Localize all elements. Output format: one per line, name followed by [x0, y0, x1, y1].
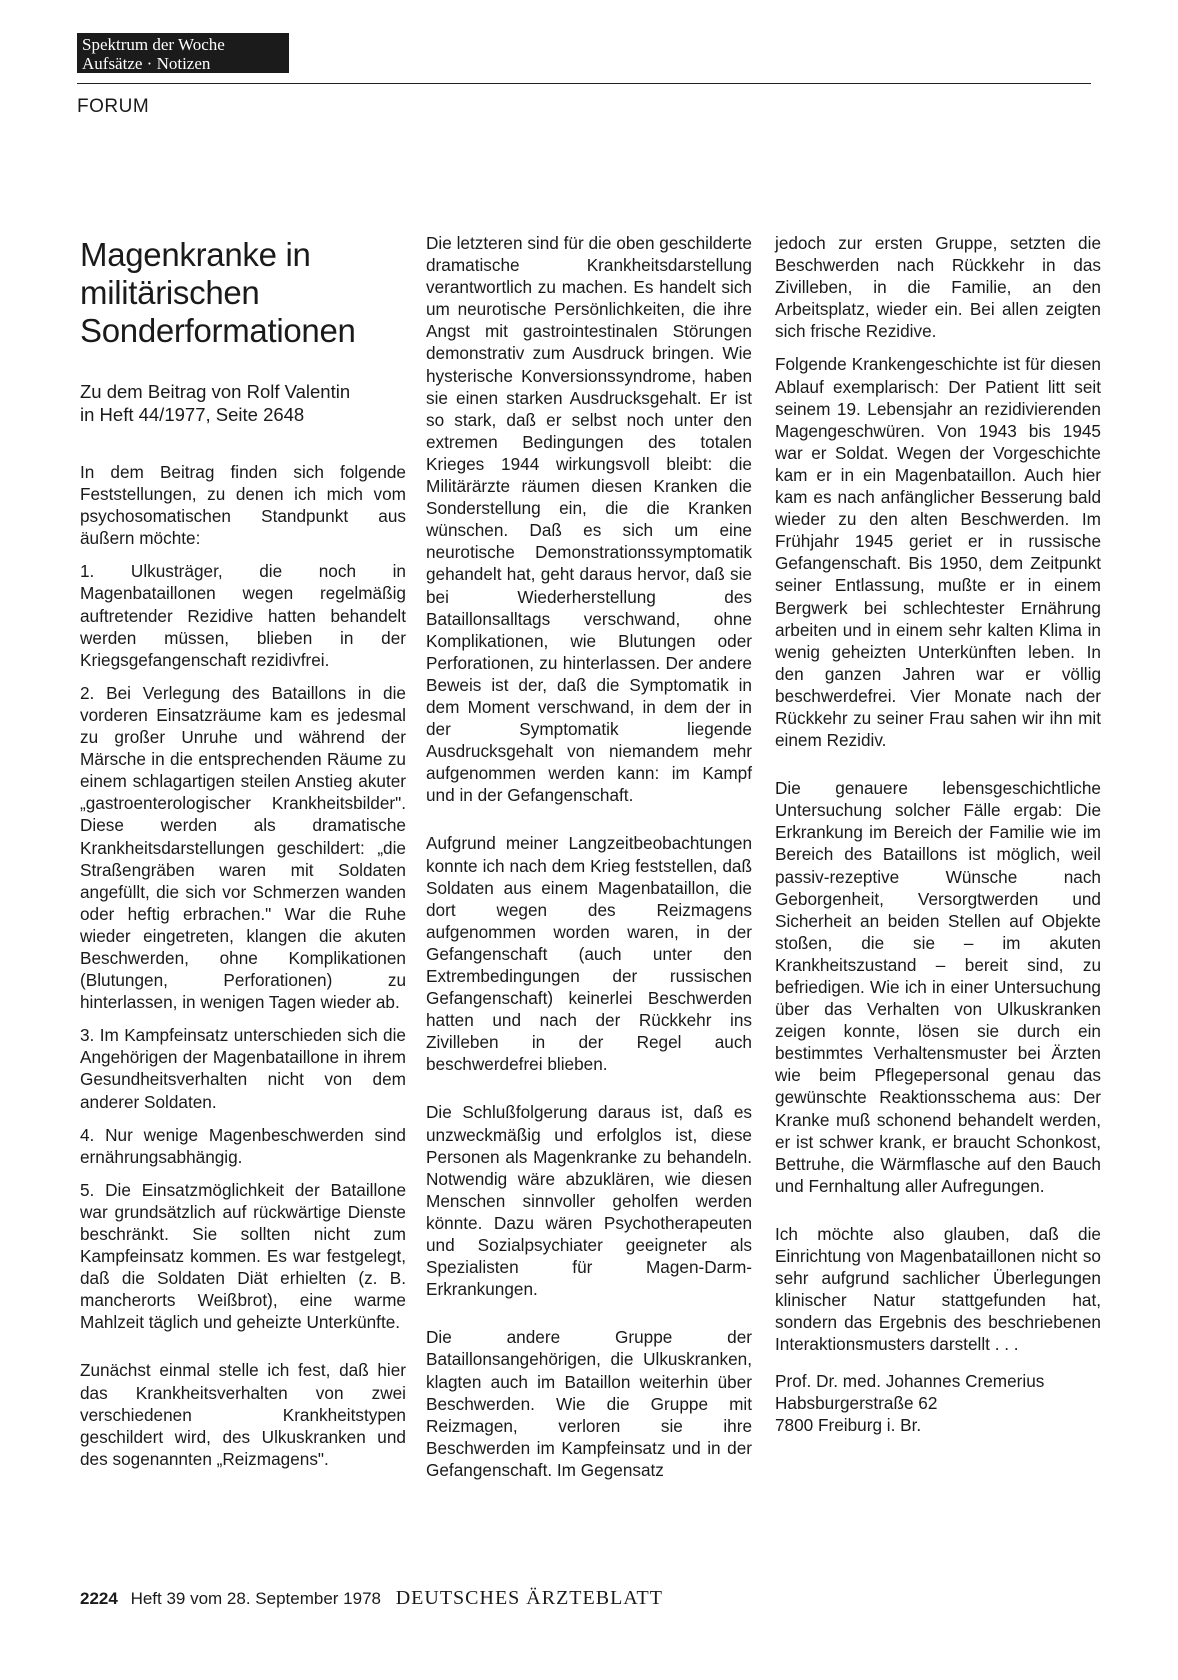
paragraph: Die letzteren sind für die oben geschilderte dramatische Krankheitsdarstellung verantwortlich zu machen. Es handelt sich um neurotische Persönlichkeiten, die ihre Angst mit gastrointestinalen Störungen demonstrativ zum Ausdruck bringen. Wie hysterische Konversionssyndrome, haben sie einen starken Ausdrucksgehalt. Er ist so stark, daß er selbst noch unter den extremen Bedingungen des totalen Krieges 1944 wirkungsvoll bleibt: die Militärärzte räumen diesen Kranken die Sonderstellung ein, die die Kranken wünschen. Daß es sich um eine neurotische Demonstrationssymptomatik gehandelt hat, geht daraus hervor, daß sie bei Wiederherstellung des Bataillonsalltags verschwand, ohne Komplikationen, wie Blutungen oder Perforationen, zu hinterlassen. Der andere Beweis ist der, daß die Symptomatik in dem Moment verschwand, in dem der in der Symptomatik liegende Ausdrucksgehalt von niemandem mehr aufgenommen werden kann: im Kampf und in der Gefangenschaft.: [426, 233, 752, 806]
list-item-5: 5. Die Einsatzmöglichkeit der Bataillone war grundsätzlich auf rückwärtige Dienste beschränkt. Sie sollten nicht zum Kampfeinsatz kommen. Es war festgelegt, daß die Soldaten Diät erhielten (z. B. mancherorts Weißbrot), eine warme Mahlzeit täglich und geheizte Unterkünfte.: [80, 1179, 406, 1333]
paragraph: Aufgrund meiner Langzeitbeobachtungen konnte ich nach dem Krieg feststellen, daß Soldaten aus einem Magenbataillon, die dort wegen des Reizmagens aufgenommen worden waren, in der Gefangenschaft (auch unter den Extrembedingungen der russischen Gefangenschaft) keinerlei Beschwerden hatten und nach der Rückkehr ins Zivilleben in der Regel auch beschwerdefrei blieben.: [426, 833, 752, 1075]
paragraph: Die Schlußfolgerung daraus ist, daß es unzweckmäßig und erfolglos ist, diese Personen als Magenkranke zu behandeln. Notwendig wäre abzuklären, wie diesen Menschen sinnvoller geholfen werden könnte. Dazu wären Psychotherapeuten und Sozialpsychiater geeigneter als Spezialisten für Magen-Darm-Erkrankungen.: [426, 1102, 752, 1300]
article-column-3: [775, 232, 1101, 1436]
paragraph: In dem Beitrag finden sich folgende Feststellungen, zu denen ich mich vom psychosomatischen Standpunkt aus äußern möchte:: [80, 462, 406, 549]
paragraph: Zunächst einmal stelle ich fest, daß hier das Krankheitsverhalten von zwei verschiedenen Krankheitstypen geschildert wird, des Ulkuskranken und des sogenannten „Reizmagens".: [80, 1360, 406, 1469]
case-history-paragraph: Folgende Krankengeschichte ist für diesen Ablauf exemplarisch: Der Patient litt seit seinem 19. Lebensjahr an rezidivierenden Magengeschwüren. Von 1943 bis 1945 war er Soldat. Wegen der Vorgeschichte kam er in ein Magenbataillon. Auch hier kam es nach anfänglicher Besserung bald wieder zu den alten Beschwerden. Im Frühjahr 1945 geriet er in russische Gefangenschaft. Bis 1950, dem Zeitpunkt seiner Entlassung, mußte er in einem Bergwerk bei schlechtester Ernährung arbeiten und in einem sehr kalten Klima in wenig geheizten Unterkünften leben. In den ganzen Jahren war er völlig beschwerdefrei. Vier Monate nach der Rückkehr zu seiner Frau sahen wir ihn mit einem Rezidiv.: [775, 354, 1101, 751]
subtitle-line-2: in Heft 44/1977, Seite 2648: [80, 404, 305, 425]
page-number: 2224: [80, 1589, 118, 1608]
section-badge: [77, 33, 289, 73]
paragraph: jedoch zur ersten Gruppe, setzten die Beschwerden nach Rückkehr in das Zivilleben, in die Familie, an den Arbeitsplatz, wieder ein. Bei allen zeigten sich frische Rezidive.: [775, 233, 1101, 342]
author-signature: [775, 1370, 1101, 1436]
subtitle-line-1: Zu dem Beitrag von Rolf Valentin: [80, 381, 351, 402]
article-column-1: [80, 236, 406, 1481]
badge-line-1: Spektrum der Woche: [82, 35, 225, 54]
list-item-3: 3. Im Kampfeinsatz unterschieden sich die Angehörigen der Magenbataillone in ihrem Gesundheitsverhalten nicht von dem anderer Soldaten.: [80, 1025, 406, 1112]
article-column-2: [426, 232, 752, 1492]
list-item-2: 2. Bei Verlegung des Bataillons in die vorderen Einsatzräume kam es jedesmal zu großer Unruhe und während der Märsche in die entsprechenden Räume zu einem schlagartigen steilen Anstieg akuter „gastroenterologischer Krankheitsbilder". Diese werden als dramatische Krankheitsdarstellungen geschildert: „die Straßengräben waren mit Soldaten angefüllt, die sich vor Schmerzen wanden oder heftig erbrachen." War die Ruhe wieder eingetreten, klangen die akuten Beschwerden, ohne Komplikationen (Blutungen, Perforationen) zu hinterlassen, in wenigen Tagen wieder ab.: [80, 682, 406, 1013]
list-item-4: 4. Nur wenige Magenbeschwerden sind ernährungsabhängig.: [80, 1124, 406, 1167]
header-rule: [77, 83, 1091, 84]
article-subtitle: [80, 380, 406, 426]
title-line-2: militärischen: [80, 274, 260, 311]
article-title: [80, 236, 406, 350]
title-line-3: Sonderformationen: [80, 312, 356, 349]
author-city: 7800 Freiburg i. Br.: [775, 1414, 922, 1435]
paragraph: Ich möchte also glauben, daß die Einrichtung von Magenbataillonen nicht so sehr aufgrund sachlicher Überlegungen klinischer Natur stattgefunden hat, sondern das Ergebnis des beschriebenen Interaktionsmusters darstellt . . .: [775, 1223, 1101, 1355]
paragraph: Die andere Gruppe der Bataillonsangehörigen, die Ulkuskranken, klagten auch im Bataillon weiterhin über Beschwerden. Wie die Gruppe mit Reizmagen, verloren sie ihre Beschwerden im Kampfeinsatz und in der Gefangenschaft. Im Gegensatz: [426, 1327, 752, 1480]
journal-name: DEUTSCHES ÄRZTEBLATT: [395, 1587, 663, 1609]
title-line-1: Magenkranke in: [80, 236, 311, 273]
list-item-1: 1. Ulkusträger, die noch in Magenbataillonen wegen regelmäßig auftretender Rezidive hatten behandelt werden müssen, blieben in der Kriegsgefangenschaft rezidivfrei.: [80, 561, 406, 670]
paragraph: Die genauere lebensgeschichtliche Untersuchung solcher Fälle ergab: Die Erkrankung im Bereich der Familie wie im Bereich des Bataillons ist möglich, weil passiv-rezeptive Wünsche nach Geborgenheit, Versorgtwerden und Sicherheit an beiden Stellen auf Objekte stoßen, die sie – im akuten Krankheitszustand – bereit sind, zu befriedigen. Wie ich in einer Untersuchung über das Verhalten von Ulkuskranken zeigen konnte, lösen sie durch ein bestimmtes Verhaltensmuster bei Ärzten wie beim Pflegepersonal genau das gewünschte Reaktionsschema aus: Der Kranke muß schonend behandelt werden, er ist schwer krank, er braucht Schonkost, Bettruhe, die Wärmflasche auf den Bauch und Fernhaltung aller Aufregungen.: [775, 778, 1101, 1196]
section-label: FORUM: [77, 96, 150, 117]
issue-info: Heft 39 vom 28. September 1978: [130, 1589, 381, 1608]
page-footer: [80, 1587, 663, 1610]
author-street: Habsburgerstraße 62: [775, 1392, 938, 1413]
author-name: Prof. Dr. med. Johannes Cremerius: [775, 1370, 1045, 1391]
badge-line-2: Aufsätze · Notizen: [82, 54, 211, 73]
